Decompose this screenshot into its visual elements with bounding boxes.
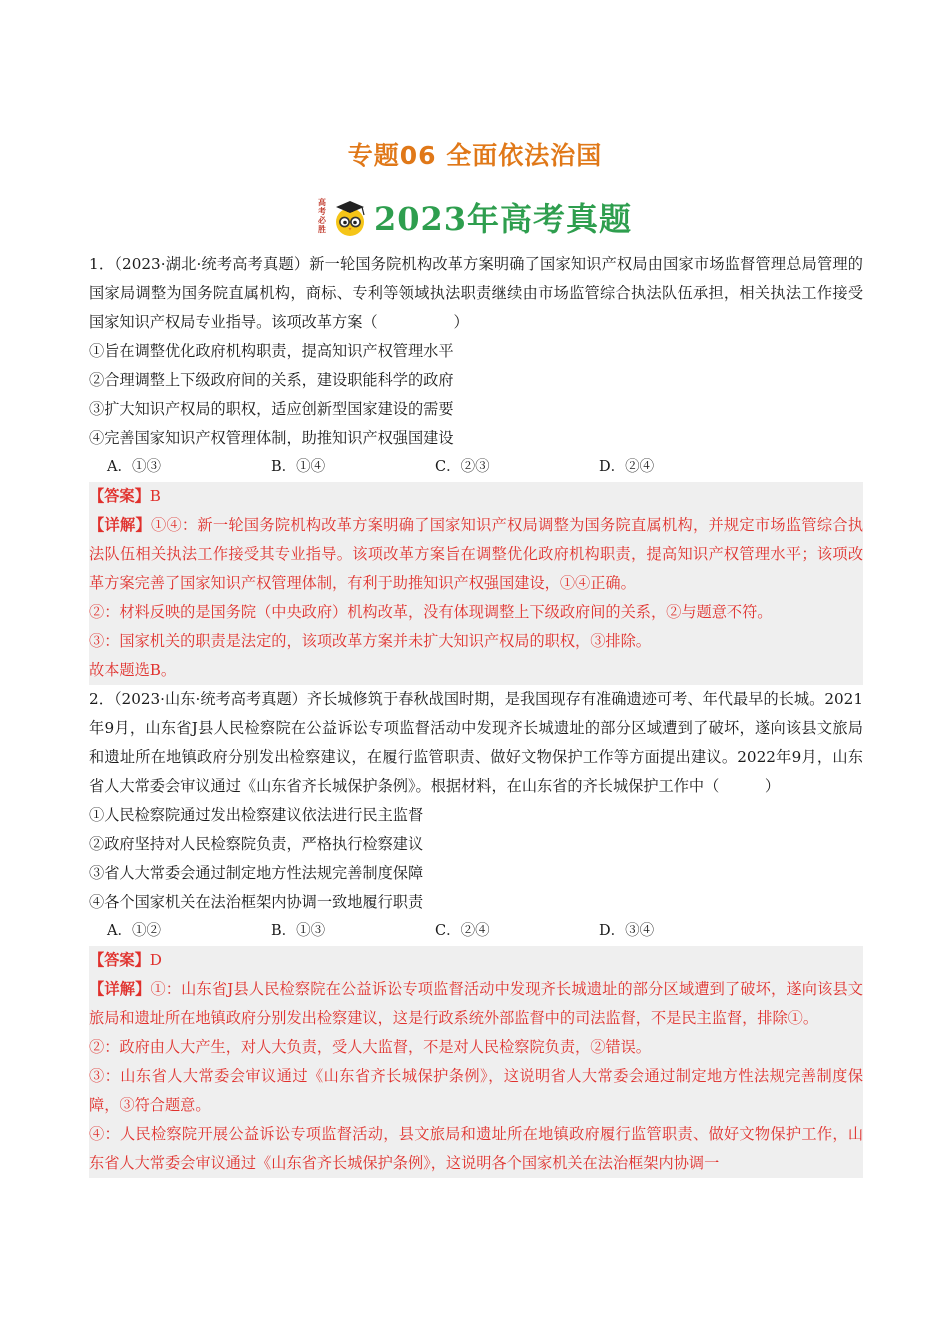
banner-side-text: 高考必胜 — [317, 198, 326, 234]
detail-line — [89, 975, 863, 1033]
question-list — [89, 250, 863, 1178]
option-statement: ①人民检察院通过发出检察建议依法进行民主监督 — [89, 806, 424, 824]
detail-line: ③：山东省人大常委会审议通过《山东省齐长城保护条例》，这说明省人大常委会通过制定地方性法规完善制度保障，③符合题意。 — [89, 1067, 863, 1114]
detail-line: ②：政府由人大产生，对人大负责，受人大监督，不是对人民检察院负责，②错误。 — [89, 1038, 651, 1056]
question-stem: 1．（2023·湖北·统考高考真题）新一轮国务院机构改革方案明确了国家知识产权局由国家市场监督管理总局管理的国家局调整为国务院直属机构，商标、专利等领域执法职责继续由市场监管综合执法队伍承担，相关执法工作接受国家知识产权局专业指导。该项改革方案（ ） — [89, 255, 863, 331]
answer-line — [89, 482, 863, 511]
question-2 — [89, 685, 863, 1178]
detail-line: ④：人民检察院开展公益诉讼专项监督活动，县文旅局和遗址所在地镇政府履行监管职责、做好文物保护工作，山东省人大常委会审议通过《山东省齐长城保护条例》，这说明各个国家机关在法治框架内协调一 — [89, 1125, 863, 1172]
detail-line: ②：材料反映的是国务院（中央政府）机构改革，没有体现调整上下级政府间的关系，②与题意不符。 — [89, 603, 773, 621]
detail-text: ①：山东省J县人民检察院在公益诉讼专项监督活动中发现齐长城遗址的部分区域遭到了破坏，遂向该县文旅局和遗址所在地镇政府分别发出检察建议，这是行政系统外部监督中的司法监督，不是民主监督，排除①。 — [89, 980, 863, 1027]
choice-a: A．①② — [107, 923, 161, 939]
option-statement: ①旨在调整优化政府机构职责，提高知识产权管理水平 — [89, 342, 454, 360]
question-stem: 2．（2023·山东·统考高考真题）齐长城修筑于春秋战国时期，是我国现存有准确遗迹可考、年代最早的长城。2021年9月，山东省J县人民检察院在公益诉讼专项监督活动中发现齐长城遗址的部分区域遭到了破坏，遂向该县文旅局和遗址所在地镇政府分别发出检察建议，在履行监管职责、做好文物保护工作等方面提出建议。2022年9月，山东省人大常委会审议通过《山东省齐长城保护条例》。根据材料，在山东省的齐长城保护工作中（ ） — [89, 690, 863, 795]
page-title: 专题06 全面依法治国 — [347, 141, 603, 170]
detail-tag: 【详解】 — [89, 980, 151, 998]
choice-c: C．②③ — [435, 459, 490, 475]
owl-graduate-icon — [318, 196, 370, 238]
answer-tag: 【答案】 — [89, 487, 150, 505]
answer-choices — [89, 917, 863, 946]
option-statement: ④各个国家机关在法治框架内协调一致地履行职责 — [89, 893, 424, 911]
option-statement: ②政府坚持对人民检察院负责，严格执行检察建议 — [89, 835, 424, 853]
option-statement: ③省人大常委会通过制定地方性法规完善制度保障 — [89, 864, 424, 882]
answer-block — [89, 482, 863, 685]
question-1 — [89, 250, 863, 685]
detail-tag: 【详解】 — [89, 516, 151, 534]
answer-line — [89, 946, 863, 975]
option-statement: ③扩大知识产权局的职权，适应创新型国家建设的需要 — [89, 400, 454, 418]
detail-line: ③：国家机关的职责是法定的，该项改革方案并未扩大知识产权局的职权，③排除。 — [89, 632, 651, 650]
detail-text: ①④：新一轮国务院机构改革方案明确了国家知识产权局调整为国务院直属机构，并规定市场监管综合执法队伍相关执法工作接受其专业指导。该项改革方案旨在调整优化政府机构职责，提高知识产权管理水平；该项改革方案完善了国家知识产权管理体制，有利于助推知识产权强国建设，①④正确。 — [89, 516, 864, 592]
choice-b: B．①③ — [271, 923, 326, 939]
answer-choices — [89, 453, 863, 482]
answer-tag: 【答案】 — [89, 951, 150, 969]
detail-line: 故本题选B。 — [89, 661, 177, 679]
section-banner — [0, 196, 950, 238]
answer-block — [89, 946, 863, 1178]
option-statement: ④完善国家知识产权管理体制，助推知识产权强国建设 — [89, 429, 454, 447]
banner-text: 2023年高考真题 — [373, 200, 633, 238]
detail-line — [89, 511, 863, 598]
option-statement: ②合理调整上下级政府间的关系，建设职能科学的政府 — [89, 371, 454, 389]
answer-value: D — [149, 951, 162, 969]
choice-d: D．②④ — [599, 459, 655, 475]
choice-d: D．③④ — [599, 923, 655, 939]
choice-a: A．①③ — [107, 459, 161, 475]
choice-b: B．①④ — [271, 459, 326, 475]
choice-c: C．②④ — [435, 923, 490, 939]
answer-value: B — [149, 487, 161, 505]
